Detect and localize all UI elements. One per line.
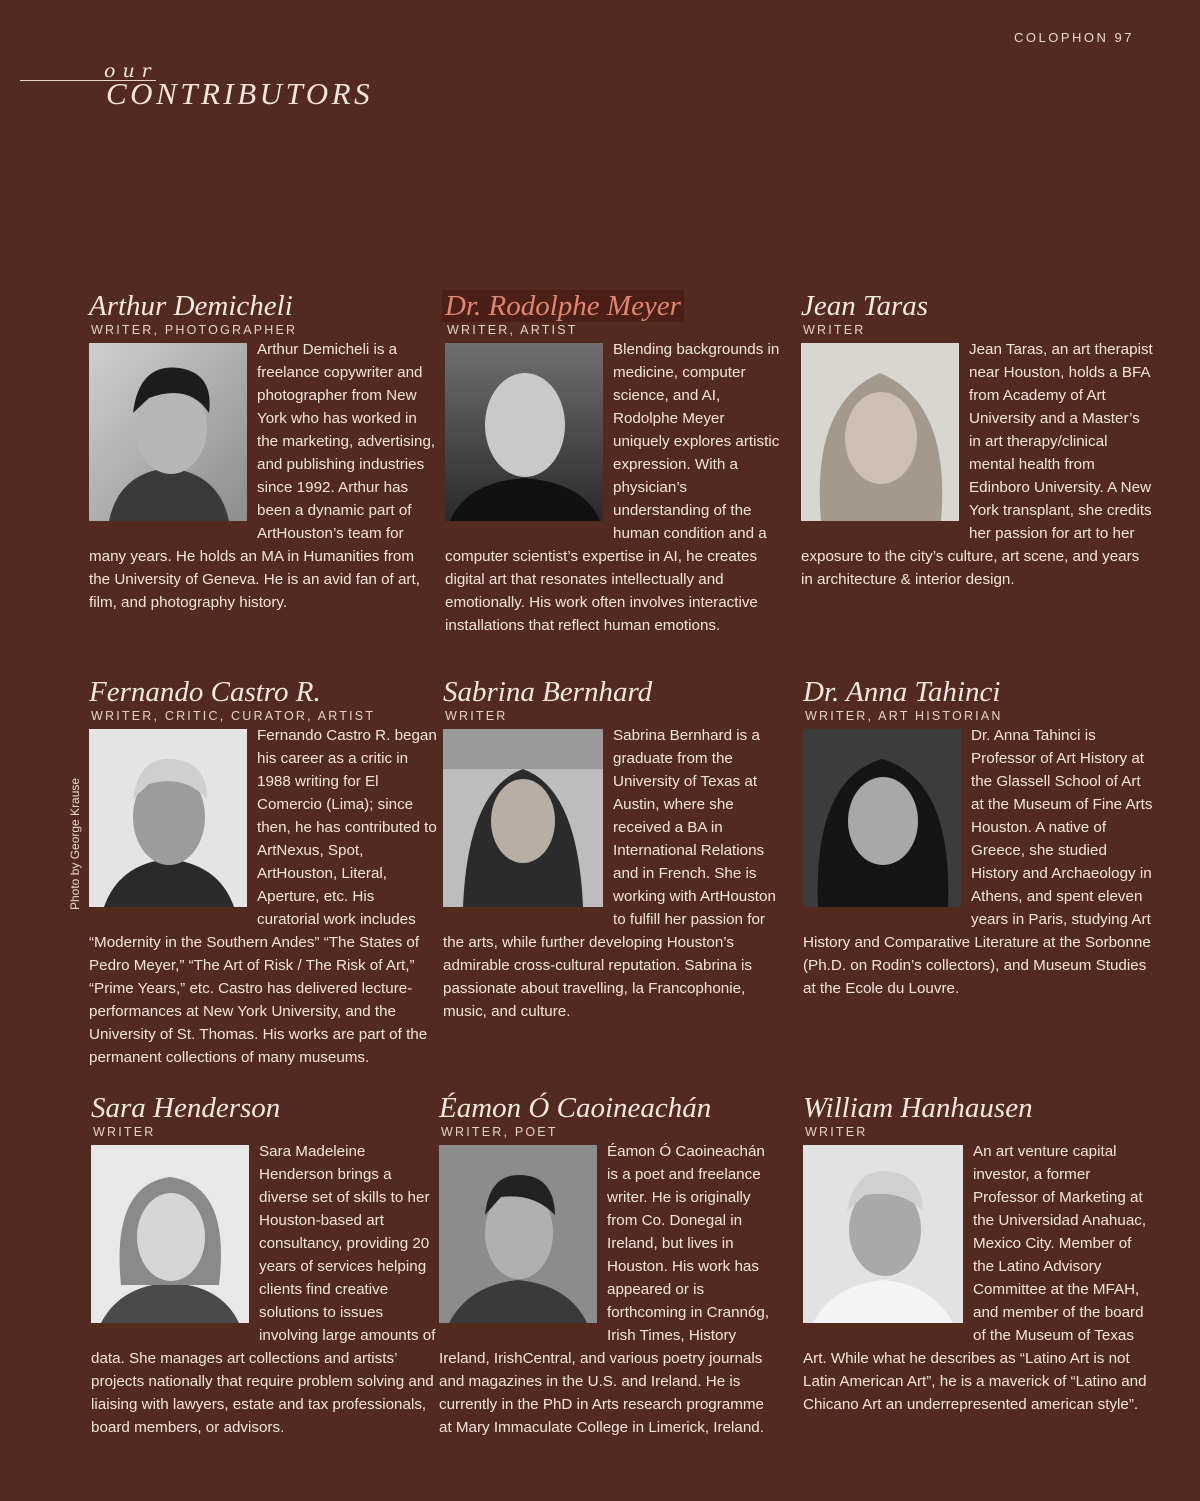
contributor-name: Éamon Ó Caoineachán [439, 1092, 712, 1124]
contributor-bio: Fernando Castro R. began his career as a critic in 1988 writing for El Comercio (Lima); since then, he has contributed to ArtNexus, Spot, ArtHouston, Literal, Aperture, etc. His curatorial work includes “Modernity in the Southern Andes” “The States of Pedro Meyer,” “The Art of Risk / The Risk of Art,” “Prime Years,” etc. Castro has delivered lecture-performances at New York University, and the University of St. Thomas. His works are part of the permanent collections of many museums. [89, 727, 437, 1066]
contributor-bio: An art venture capital investor, a former Professor of Marketing at the Universidad Anahuac, Mexico City. Member of the Latino Advisory Committee at the MFAH, and member of the board of the Museum of Texas Art. While what he describes as “Latino Art is not Latin American Art”, he is a maverick of “Latino and Chicano Art an underrepresented american style”. [803, 1143, 1147, 1413]
contributor-card-rodolphe-meyer [445, 290, 785, 637]
contributor-portrait [91, 1145, 249, 1323]
contributor-bio: Éamon Ó Caoineachán is a poet and freelance writer. He is originally from Co. Donegal in Ireland, but lives in Houston. His work has appeared or is forthcoming in Crannóg, Irish Times, History Ireland, IrishCentral, and various poetry journals and magazines in the U.S. and Ireland. He is currently in the PhD in Arts research programme at Mary Immaculate College in Limerick, Ireland. [439, 1143, 770, 1436]
title-main-text: CONTRIBUTORS [106, 76, 374, 111]
contributor-card-fernando-castro [89, 676, 437, 1069]
contributor-bio: Dr. Anna Tahinci is Professor of Art History at the Glassell School of Art at the Museum of Fine Arts Houston. A native of Greece, she studied History and Archaeology in Athens, and spent eleven years in Paris, studying Art History and Comparative Literature at the Sorbonne (Ph.D. on Rodin’s collectors), and Museum Studies at the Ecole du Louvre. [803, 727, 1153, 997]
contributor-name: William Hanhausen [803, 1092, 1033, 1124]
contributor-role: WRITER [803, 323, 866, 337]
photo-credit: Photo by George Krause [68, 777, 82, 910]
contributor-portrait [89, 343, 247, 521]
contributor-bio: Blending backgrounds in medicine, computer science, and AI, Rodolphe Meyer uniquely explores artistic expression. With a physician’s understanding of the human condition and a computer scientist’s expertise in AI, he creates digital art that resonates intellectually and emotionally. His work often involves interactive installations that reflect human emotions. [445, 341, 780, 634]
contributor-portrait [445, 343, 603, 521]
contributor-role: WRITER, ART HISTORIAN [805, 709, 1003, 723]
contributor-bio: Jean Taras, an art therapist near Houston, holds a BFA from Academy of Art University and a Master’s in art therapy/clinical mental health from Edinboro University. A New York transplant, she credits her passion for art to her exposure to the city’s culture, art scene, and years in architecture & interior design. [801, 341, 1153, 588]
contributor-name: Dr. Rodolphe Meyer [442, 290, 684, 322]
contributor-name: Sabrina Bernhard [443, 676, 653, 708]
contributor-card-jean-taras [801, 290, 1153, 591]
contributor-role: WRITER, PHOTOGRAPHER [91, 323, 298, 337]
contributor-portrait [801, 343, 959, 521]
contributor-portrait [443, 729, 603, 907]
contributor-role: WRITER [805, 1125, 868, 1139]
contributor-card-arthur-demicheli [89, 290, 437, 614]
contributor-portrait [803, 1145, 963, 1323]
contributor-role: WRITER [93, 1125, 156, 1139]
contributor-bio: Sara Madeleine Henderson brings a diverse set of skills to her Houston-based art consultancy, providing 20 years of services helping clients find creative solutions to issues involving large amounts of data. She manages art collections and artists’ projects nationally that require problem solving and liaising with lawyers, estate and tax professionals, board members, or advisors. [91, 1143, 436, 1436]
contributor-name: Arthur Demicheli [89, 290, 293, 322]
page-folio: COLOPHON 97 [1014, 30, 1134, 45]
contributor-role: WRITER, CRITIC, CURATOR, ARTIST [91, 709, 376, 723]
contributor-card-sara-henderson [91, 1092, 437, 1439]
contributor-name: Fernando Castro R. [89, 676, 321, 708]
contributor-card-anna-tahinci [803, 676, 1153, 1000]
contributor-card-sabrina-bernhard [443, 676, 783, 1023]
title-small-text: our [104, 60, 158, 82]
contributor-card-william-hanhausen [803, 1092, 1153, 1416]
contributor-bio: Arthur Demicheli is a freelance copywriter and photographer from New York who has worked in the marketing, advertising, and publishing industries since 1992. Arthur has been a dynamic part of ArtHouston’s team for many years. He holds an MA in Humanities from the University of Geneva. He is an avid fan of art, film, and photography history. [89, 341, 436, 611]
contributor-role: WRITER, POET [441, 1125, 558, 1139]
contributor-name: Jean Taras [801, 290, 929, 322]
contributor-bio: Sabrina Bernhard is a graduate from the University of Texas at Austin, where she received a BA in International Relations and in French. She is working with ArtHouston to fulfill her passion for the arts, while further developing Houston’s admirable cross-cultural reputation. Sabrina is passionate about travelling, la Francophonie, music, and culture. [443, 727, 776, 1020]
contributor-name: Dr. Anna Tahinci [803, 676, 1001, 708]
contributor-role: WRITER, ARTIST [447, 323, 578, 337]
contributor-role: WRITER [445, 709, 508, 723]
contributor-card-eamon-caoineachan [439, 1092, 779, 1439]
contributor-portrait [89, 729, 247, 907]
contributor-portrait [439, 1145, 597, 1323]
contributor-portrait [803, 729, 961, 907]
contributor-name: Sara Henderson [91, 1092, 281, 1124]
section-title [20, 60, 420, 120]
